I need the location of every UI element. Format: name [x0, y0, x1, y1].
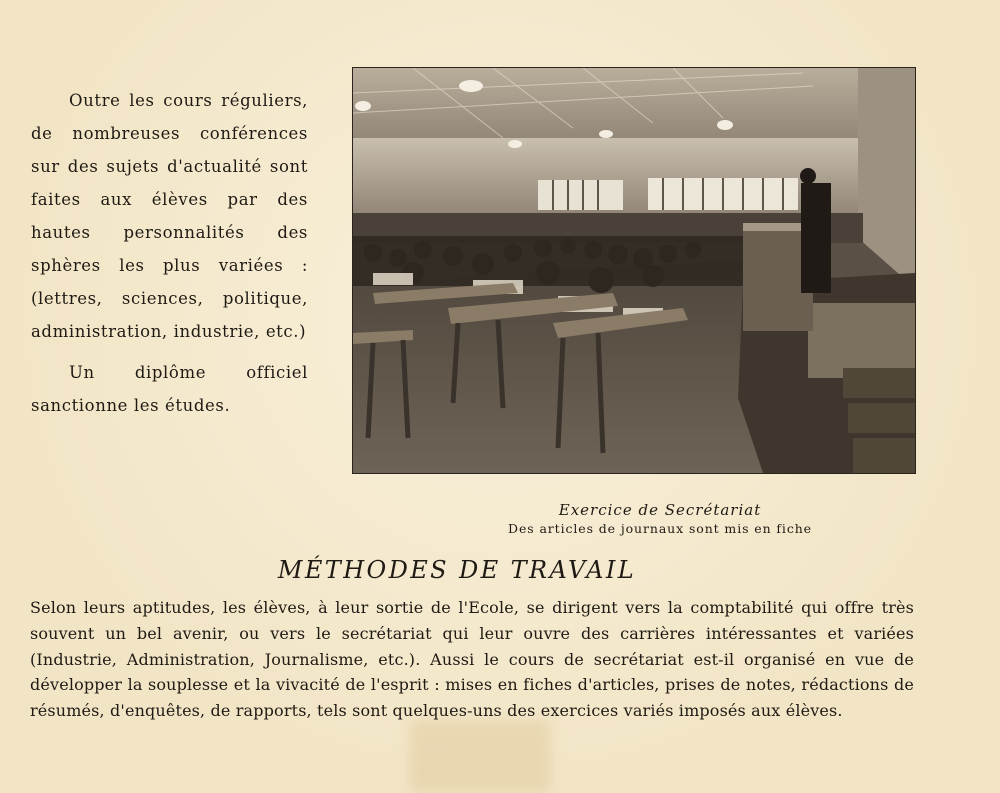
section-body: Selon leurs aptitudes, les élèves, à leur sortie de l'Ecole, se dirigent vers la comptabilité qui offre très souvent un bel avenir, ou vers le secrétariat qui leur ouvre des carrières intéressantes et variées (Industrie, Administration, Journalisme, etc.). Aussi le cours de secrétariat est-il organisé en vue de développer la souplesse et la vivacité de l'esprit : mises en fiches d'articles, prises de notes, rédactions de résumés, d'enquêtes, de rapports, tels sont quelques-uns des exercices variés imposés aux élèves.: [30, 598, 914, 721]
intro-paragraph-2: Un diplôme officiel sanctionne les études.: [31, 363, 308, 415]
paper-stain: [410, 720, 550, 793]
section-heading: [0, 556, 914, 584]
intro-column: [31, 84, 308, 422]
caption-subtitle: Des articles de journaux sont mis en fiche: [508, 521, 812, 536]
intro-paragraph-1: Outre les cours réguliers, de nombreuses conférences sur des sujets d'actualité sont faites aux élèves par des hautes personnalités des sphères les plus variées : (lettres, sciences, politique, administration, industrie, etc.): [31, 91, 308, 341]
photo-caption: [430, 500, 890, 538]
caption-title: Exercice de Secrétariat: [558, 501, 762, 519]
section-heading-text: MÉTHODES DE TRAVAIL: [277, 556, 637, 584]
classroom-photo-drawing: [353, 68, 915, 473]
classroom-photo: [352, 67, 916, 474]
